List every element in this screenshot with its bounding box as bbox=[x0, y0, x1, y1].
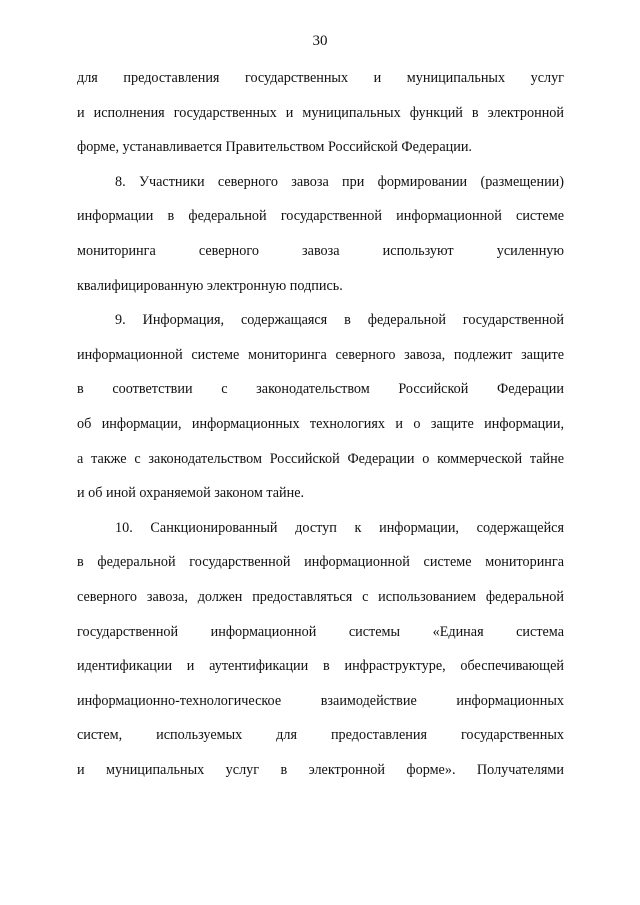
text-line: информационной системе мониторинга северного завоза, подлежит защите bbox=[77, 346, 564, 363]
text-line: и исполнения государственных и муниципальных функций в электронной bbox=[77, 104, 564, 121]
text-line: и муниципальных услуг в электронной форме». Получателями bbox=[77, 761, 564, 778]
paragraph-8-start: 8. Участники северного завоза при формировании (размещении) bbox=[115, 173, 564, 190]
text-line: и об иной охраняемой законом тайне. bbox=[77, 485, 305, 502]
text-line: а также с законодательством Российской Федерации о коммерческой тайне bbox=[77, 450, 564, 467]
paragraph-10-start: 10. Санкционированный доступ к информации, содержащейся bbox=[115, 519, 564, 536]
text-line: информации в федеральной государственной информационной системе bbox=[77, 208, 564, 225]
text-line: мониторинга северного завоза используют усиленную bbox=[77, 242, 564, 259]
text-line: государственной информационной системы «Единая система bbox=[77, 623, 564, 640]
text-line: систем, используемых для предоставления государственных bbox=[77, 727, 564, 744]
text-line: в федеральной государственной информационной системе мониторинга bbox=[77, 554, 564, 571]
page-number: 30 bbox=[312, 33, 328, 49]
text-line: идентификации и аутентификации в инфраструктуре, обеспечивающей bbox=[77, 658, 564, 675]
text-line: информационно-технологическое взаимодействие информационных bbox=[77, 692, 564, 709]
text-line: форме, устанавливается Правительством Российской Федерации. bbox=[77, 139, 472, 156]
paragraph-9-start: 9. Информация, содержащаяся в федеральной государственной bbox=[115, 312, 564, 329]
text-line: квалифицированную электронную подпись. bbox=[77, 277, 343, 294]
text-line: для предоставления государственных и муниципальных услуг bbox=[77, 70, 564, 86]
text-line: об информации, информационных технологиях и о защите информации, bbox=[77, 415, 564, 432]
text-line: северного завоза, должен предоставляться с использованием федеральной bbox=[77, 588, 564, 605]
body-text bbox=[77, 66, 564, 792]
text-line: в соответствии с законодательством Российской Федерации bbox=[77, 381, 564, 398]
